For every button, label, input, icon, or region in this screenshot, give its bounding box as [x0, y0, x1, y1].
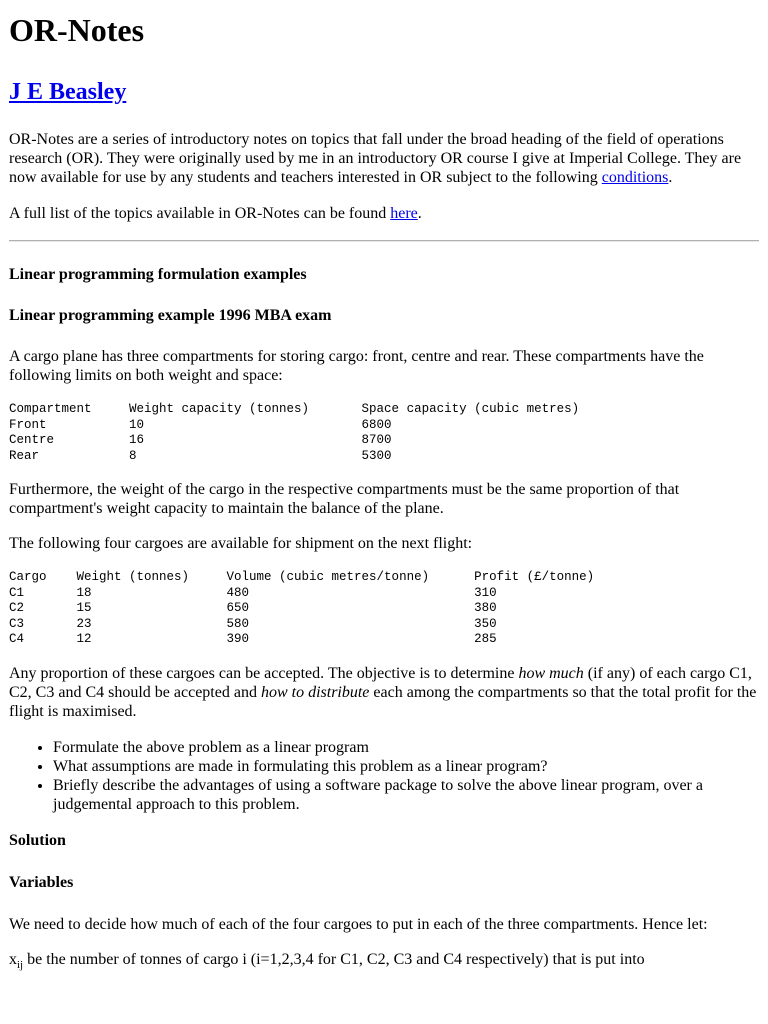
list-item: • Formulate the above problem as a linear program: [53, 738, 759, 757]
cargo-table: [9, 570, 759, 648]
section-heading: Linear programming formulation examples: [9, 266, 307, 283]
compartment-table-row: Centre 16 8700: [9, 433, 392, 447]
variable-definition: [9, 950, 759, 969]
variable-symbol: x: [9, 950, 17, 968]
list-item: • Briefly describe the advantages of using a software package to solve the above linear program, over a judgemental approach to this problem.: [53, 776, 759, 814]
objective-text-1: Any proportion of these cargoes can be accepted. The objective is to determine: [9, 664, 519, 682]
solution-heading: Solution: [9, 831, 66, 849]
compartment-table-row: Rear 8 5300: [9, 448, 392, 463]
objective-paragraph: [9, 664, 759, 721]
author-heading: [9, 48, 759, 106]
topics-text: A full list of the topics available in OR-Notes can be found: [9, 205, 391, 222]
compartment-table-header: Compartment Weight capacity (tonnes) Space capacity (cubic metres): [9, 402, 580, 416]
intro-text-end: .: [668, 169, 673, 186]
variable-subscript: ij: [17, 958, 24, 971]
intro-text: OR-Notes are a series of introductory notes on topics that fall under the broad heading of the field of operations research (OR). They were originally used by me in an introductory OR course I give at Imperial College. They are now available for use by any students and teachers interested in OR subject to the following: [9, 131, 742, 186]
objective-text-2: (if any) of each cargo C1, C2, C3 and C4 should be accepted and: [9, 664, 752, 701]
task-list: [9, 738, 759, 814]
example-heading: Linear programming example 1996 MBA exam: [9, 307, 332, 324]
objective-emphasis-2: how to distribute: [260, 683, 370, 701]
cargoes-paragraph: The following four cargoes are available for shipment on the next flight:: [9, 535, 473, 552]
topics-text-end: .: [417, 205, 422, 222]
intro-paragraph: [9, 130, 759, 187]
balance-paragraph: Furthermore, the weight of the cargo in the respective compartments must be the same proportion of that compartment's weight capacity to maintain the balance of the plane.: [9, 481, 680, 517]
cargo-table-row: C1 18 480 310: [9, 585, 497, 600]
cargo-table-row: C3 23 580 350: [9, 616, 497, 631]
topics-paragraph: [9, 204, 759, 223]
cargo-paragraph: A cargo plane has three compartments for storing cargo: front, centre and rear. These compartments have the following limits on both weight and space:: [9, 348, 704, 384]
divider: [9, 240, 759, 242]
page-title: OR-Notes: [9, 12, 145, 48]
compartment-table: [9, 402, 759, 464]
list-item: • What assumptions are made in formulating this problem as a linear program?: [53, 757, 759, 776]
cargo-table-header: Cargo Weight (tonnes) Volume (cubic metres/tonne) Profit (£/tonne): [9, 570, 595, 584]
variable-definition-text: be the number of tonnes of cargo i (i=1,2,3,4 for C1, C2, C3 and C4 respectively) that is put into: [23, 950, 645, 968]
compartment-table-row: Front 10 6800: [9, 417, 392, 432]
cargo-table-row: C2 15 650 380: [9, 601, 497, 615]
here-link[interactable]: here: [390, 205, 418, 222]
objective-text-3: each among the compartments so that the total profit for the flight is maximised.: [9, 683, 757, 720]
variables-paragraph: We need to decide how much of each of the four cargoes to put in each of the three compartments. Hence let:: [9, 915, 708, 933]
author-link[interactable]: J E Beasley: [9, 79, 127, 105]
conditions-link[interactable]: conditions: [601, 169, 669, 186]
objective-emphasis-1: how much: [518, 664, 584, 682]
variables-heading: Variables: [9, 873, 74, 891]
cargo-table-row: C4 12 390 285: [9, 632, 497, 646]
